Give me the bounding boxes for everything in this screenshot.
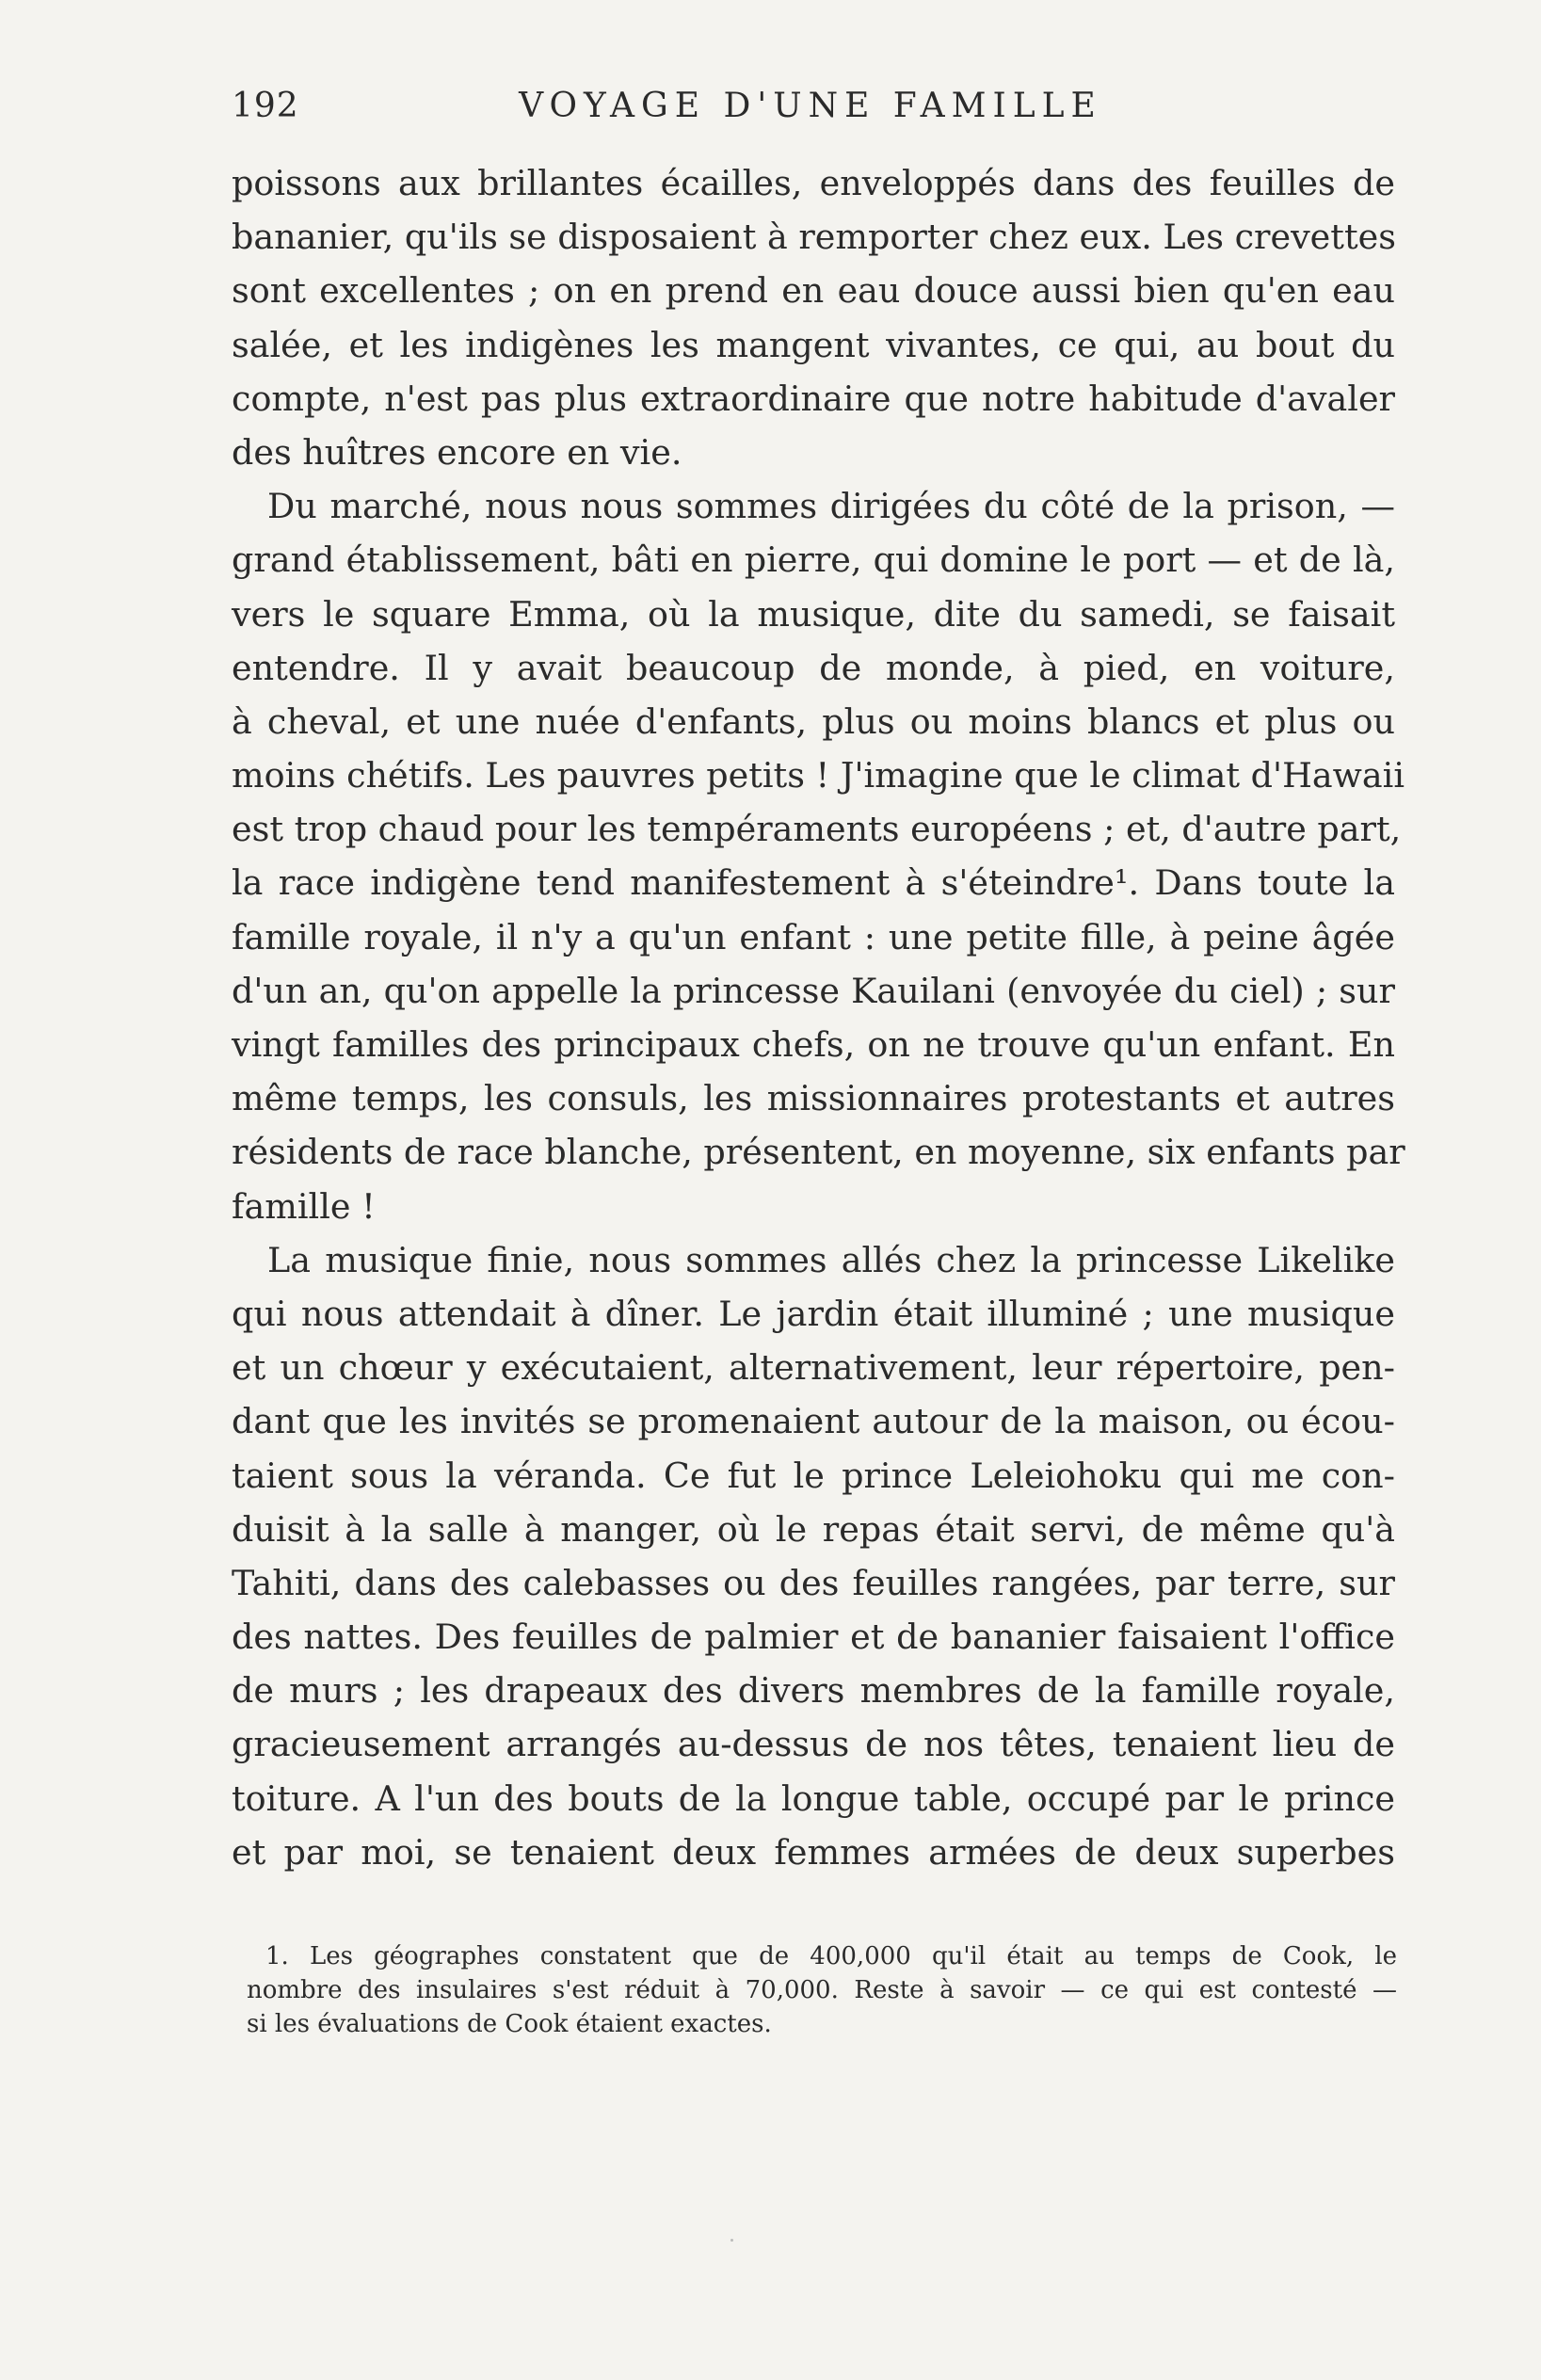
text-line: La musique finie, nous sommes allés chez la princesse Likelike: [267, 1239, 1395, 1280]
text-line: de murs ; les drapeaux des divers membres de la famille royale,: [232, 1670, 1395, 1712]
text-line: qui nous attendait à dîner. Le jardin était illuminé ; une musique: [232, 1293, 1395, 1334]
text-line: même temps, les consuls, les missionnaires protestants et autres: [232, 1078, 1395, 1119]
footnote-line: 1. Les géographes constatent que de 400,000 qu'il était au temps de Cook, le: [265, 1942, 1397, 1970]
text-line: duisit à la salle à manger, où le repas était servi, de même qu'à: [232, 1508, 1395, 1550]
text-line: est trop chaud pour les tempéraments européens ; et, d'autre part,: [232, 809, 1402, 850]
text-line: poissons aux brillantes écailles, enveloppés dans des feuilles de: [232, 163, 1395, 203]
text-line: vers le square Emma, où la musique, dite du samedi, se faisait: [232, 593, 1395, 635]
text-line: des nattes. Des feuilles de palmier et de bananier faisaient l'office: [232, 1616, 1395, 1658]
text-line: la race indigène tend manifestement à s'éteindre¹. Dans toute la: [232, 862, 1395, 904]
text-line: résidents de race blanche, présentent, en moyenne, six enfants par: [232, 1132, 1405, 1173]
paper-speck: [730, 2239, 733, 2242]
text-line: entendre. Il y avait beaucoup de monde, à pied, en voiture,: [232, 647, 1395, 688]
text-line: d'un an, qu'on appelle la princesse Kauilani (envoyée du ciel) ; sur: [232, 970, 1395, 1011]
text-line: compte, n'est pas plus extraordinaire que notre habitude d'avaler: [232, 378, 1395, 419]
running-title: VOYAGE D'UNE FAMILLE: [519, 87, 1102, 125]
footnote: [247, 1939, 1397, 2041]
body-text: [232, 156, 1405, 1879]
text-line: Du marché, nous nous sommes dirigées du côté de la prison, —: [267, 486, 1395, 527]
page-header: [232, 87, 1389, 134]
text-line: et par moi, se tenaient deux femmes armées de deux superbes: [232, 1831, 1395, 1873]
text-line: des huîtres encore en vie.: [232, 431, 682, 473]
text-line: Tahiti, dans des calebasses ou des feuilles rangées, par terre, sur: [232, 1562, 1395, 1603]
text-line: vingt familles des principaux chefs, on ne trouve qu'un enfant. En: [232, 1024, 1395, 1065]
text-line: grand établissement, bâti en pierre, qui domine le port — et de là,: [232, 539, 1395, 581]
text-line: et un chœur y exécutaient, alternativement, leur répertoire, pen-: [232, 1347, 1395, 1389]
page-number: 192: [232, 87, 299, 125]
text-line: gracieusement arrangés au-dessus de nos têtes, tenaient lieu de: [232, 1724, 1395, 1765]
footnote-line: nombre des insulaires s'est réduit à 70,000. Reste à savoir — ce qui est contesté —: [247, 1976, 1397, 2004]
text-line: salée, et les indigènes les mangent vivantes, ce qui, au bout du: [232, 324, 1395, 365]
text-line: sont excellentes ; on en prend en eau douce aussi bien qu'en eau: [232, 270, 1395, 312]
text-line: dant que les invités se promenaient autour de la maison, ou écou-: [232, 1401, 1395, 1442]
text-line: bananier, qu'ils se disposaient à remporter chez eux. Les crevettes: [232, 217, 1396, 258]
text-line: famille !: [232, 1185, 376, 1227]
text-line: toiture. A l'un des bouts de la longue table, occupé par le prince: [232, 1777, 1395, 1819]
text-line: moins chétifs. Les pauvres petits ! J'imagine que le climat d'Hawaii: [232, 755, 1405, 796]
text-line: à cheval, et une nuée d'enfants, plus ou moins blancs et plus ou: [232, 700, 1395, 742]
text-line: famille royale, il n'y a qu'un enfant : une petite fille, à peine âgée: [232, 916, 1395, 957]
text-line: taient sous la véranda. Ce fut le prince Leleiohoku qui me con-: [232, 1455, 1395, 1496]
footnote-line: si les évaluations de Cook étaient exactes.: [247, 2010, 772, 2038]
